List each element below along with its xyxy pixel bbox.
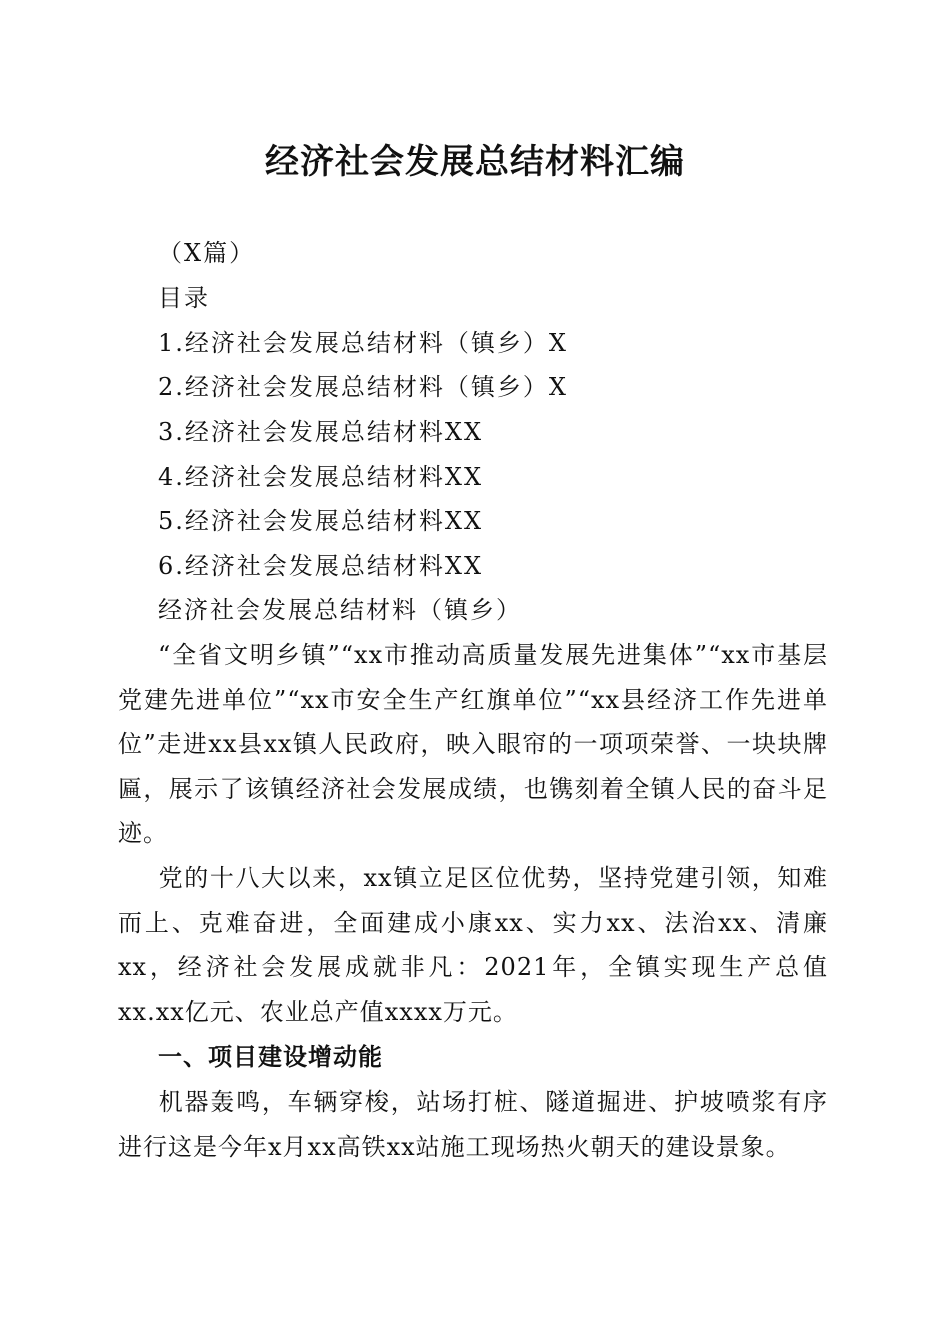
- paragraph-3-text: 机器轰鸣，车辆穿梭，站场打桩、隧道掘进、护坡喷浆有序进行这是今年x月xx高铁xx站施工现场热火朝天的建设景象。: [118, 1088, 828, 1161]
- subtitle: （X篇）: [158, 239, 256, 267]
- paragraph-3: [118, 1080, 828, 1169]
- toc-item-6: 6.经济社会发展总结材料XX: [158, 552, 484, 580]
- section-heading-1: 一、项目建设增动能: [158, 1043, 383, 1071]
- paragraph-2: [118, 856, 828, 1034]
- section-title: 经济社会发展总结材料（镇乡）: [158, 596, 522, 624]
- paragraph-1: [118, 633, 828, 856]
- toc-item-3: 3.经济社会发展总结材料XX: [158, 418, 484, 446]
- paragraph-1-text: “全省文明乡镇”“xx市推动高质量发展先进集体”“xx市基层党建先进单位”“xx市安全生产红旗单位”“xx县经济工作先进单位”走进xx县xx镇人民政府，映入眼帘的一项项荣誉、一块块牌匾，展示了该镇经济社会发展成绩，也镌刻着全镇人民的奋斗足迹。: [118, 641, 828, 847]
- toc-item-1: 1.经济社会发展总结材料（镇乡）X: [158, 329, 568, 357]
- toc-label: 目录: [158, 284, 210, 312]
- paragraph-2-text: 党的十八大以来，xx镇立足区位优势，坚持党建引领，知难而上、克难奋进，全面建成小康xx、实力xx、法治xx、清廉xx，经济社会发展成就非凡：2021年，全镇实现生产总值xx.xx亿元、农业总产值xxxx万元。: [118, 864, 828, 1026]
- document-title: 经济社会发展总结材料汇编: [265, 142, 685, 182]
- toc-item-2: 2.经济社会发展总结材料（镇乡）X: [158, 373, 568, 401]
- toc-item-4: 4.经济社会发展总结材料XX: [158, 463, 484, 491]
- toc-item-5: 5.经济社会发展总结材料XX: [158, 507, 484, 535]
